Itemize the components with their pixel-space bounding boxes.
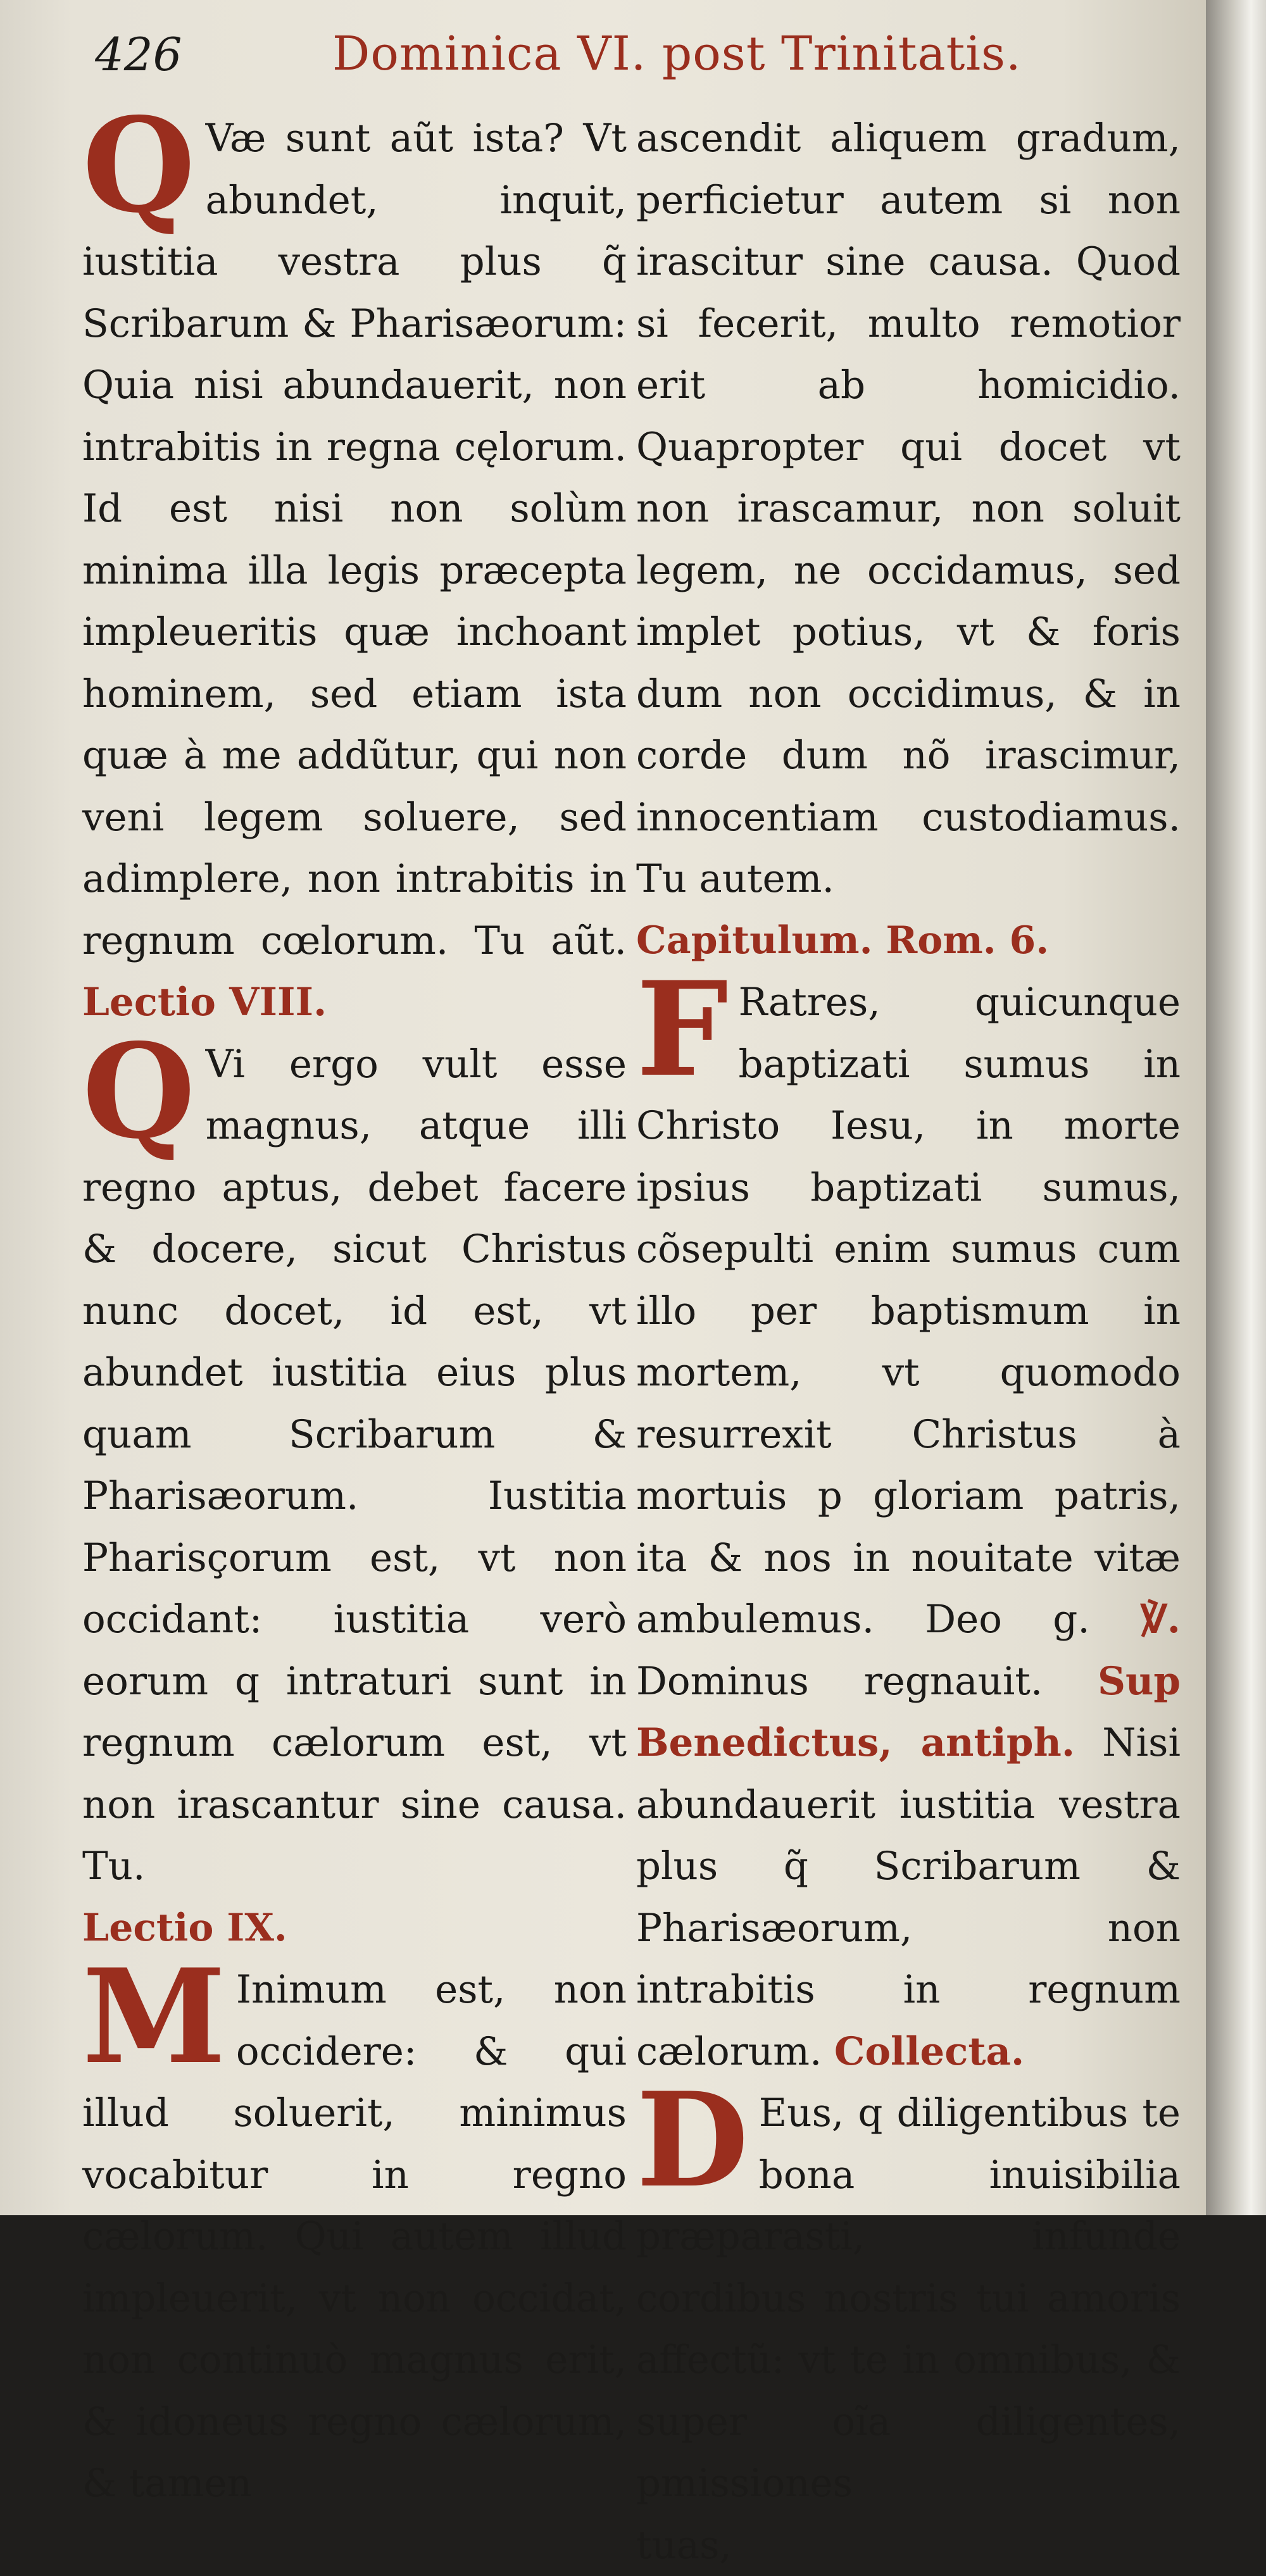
drop-initial: D <box>636 2084 749 2198</box>
rubric-label: Sup Benedictus, antiph. <box>636 1659 1181 1766</box>
paragraph <box>636 972 1181 2082</box>
paragraph <box>82 1034 627 1898</box>
versicle-mark: ℣. <box>1141 1597 1181 1642</box>
right-column <box>636 108 1181 2576</box>
paragraph <box>636 2082 1181 2515</box>
book-gutter <box>1206 0 1266 2215</box>
paragraph-text: Nisi abundauerit iustitia vestra plus q̃ Scribarum & Pharisæorum, non intrabitis in regnum cælorum. <box>636 1720 1181 2074</box>
left-column <box>82 108 627 2515</box>
page-header <box>95 24 1171 94</box>
paragraph-text: Eus, q diligentibus te bona inuisibilia præparasti, infunde cordibus nostris tui amoris affectũ: vt te in omnibus, & super oĩa diligentes, pmissiones <box>636 2091 1181 2506</box>
collecta-label: Collecta. <box>834 2029 1024 2074</box>
paragraph <box>82 1959 627 2515</box>
paragraph-text: Inimum est, non occidere: & qui illud soluerit, minimus vocabitur in regno cælorum. Qui autem illud impleuerit, vt non occidat, non continuò magnus erit, & idoneus regno cælorum, & tamen <box>82 1967 627 2506</box>
drop-initial: F <box>636 973 729 1087</box>
catchword: tuas, <box>636 2515 1181 2576</box>
drop-initial: Q <box>82 109 196 223</box>
paragraph <box>636 108 1181 910</box>
paragraph-text: ascendit aliquem gradum, perficietur autem si non irascitur sine causa. Quod si fecerit, multo remotior erit ab homicidio. Quapropter qui docet vt non irascamur, non soluit legem, ne occidamus, sed implet potius, vt & foris dum non occidimus, & in corde dum nõ irascimur, innocentiam custodiamus. Tu autem. <box>636 116 1181 901</box>
section-heading: Lectio IX. <box>82 1898 627 1960</box>
paragraph-text: Væ sunt aũt ista? Vt abundet, inquit, iustitia vestra plus q̃ Scribarum & Pharisæorum: Quia nisi abundauerit, non intrabitis in regna cęlorum. Id est nisi non solùm minima illa legis præcepta impleueritis quæ inchoant hominem, sed etiam ista quæ à me addũtur, qui non veni legem soluere, sed adimplere, non intrabitis in regnum cœlorum. Tu aũt. <box>82 116 627 963</box>
drop-initial: Q <box>82 1035 196 1149</box>
paragraph <box>82 108 627 1034</box>
lectio-label: Lectio VIII. <box>82 980 327 1025</box>
paragraph-text: Dominus regnauit. <box>636 1659 1043 1704</box>
paragraph-text: Vi ergo vult esse magnus, atque illi regno aptus, debet facere & docere, sicut Christus nunc docet, id est, vt abundet iustitia eius plus quam Scribarum & Pharisæorum. Iustitia Pharisçorum est, vt non occidant: iustitia verò eorum q intraturi sunt in regnum cælorum est, vt non irascantur sine causa. Tu. <box>82 1042 627 1889</box>
running-title: Dominica VI. post Trinitatis. <box>332 27 1022 81</box>
section-heading: Capitulum. Rom. 6. <box>636 910 1181 972</box>
paragraph-text: Ratres, quicunque baptizati sumus in Christo Iesu, in morte ipsius baptizati sumus, cõsepulti enim sumus cum illo per baptismum in mortem, vt quomodo resurrexit Christus à mortuis p gloriam patris, ita & nos in nouitate vitæ ambulemus. Deo g. <box>636 980 1181 1642</box>
page-number: 426 <box>95 28 182 81</box>
drop-initial: M <box>82 1960 226 2074</box>
